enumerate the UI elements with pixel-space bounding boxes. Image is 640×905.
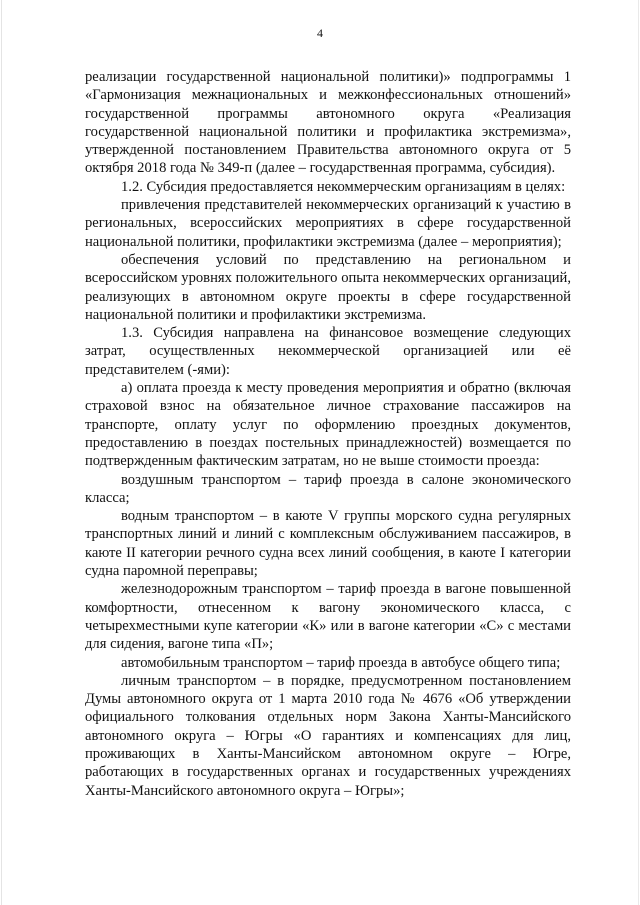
- document-body: [85, 68, 571, 800]
- scan-edge-right: [638, 0, 639, 905]
- paragraph: автомобильным транспортом – тариф проезда в автобусе общего типа;: [121, 654, 561, 671]
- paragraph: 1.3. Субсидия направлена на финансовое возмещение следующих затрат, осуществленных некоммерческой организацией или её представителем (-ями):: [85, 325, 571, 378]
- paragraph: реализации государственной национальной политики)» подпрограммы 1 «Гармонизация межнациональных и межконфессиональных отношений» государственной программы автономного округа «Реализация государственной национальной политики и профилактика экстремизма», утвержденной постановлением Правительства автономного округа от 5 октября 2018 года № 349-п (далее – государственная программа, субсидия).: [85, 69, 571, 177]
- paragraph: а) оплата проезда к месту проведения мероприятия и обратно (включая страховой взнос на обязательное личное страхование пассажиров на транспорте, оплату услуг по оформлению проездных документов, предоставлению в поездах постельных принадлежностей) возмещается по подтвержденным фактическим затратам, но не выше стоимости проезда:: [85, 380, 571, 470]
- page-number: 4: [317, 26, 323, 40]
- paragraph: железнодорожным транспортом – тариф проезда в вагоне повышенной комфортности, отнесенном к вагону экономического класса, с четырехместными купе категории «К» или в вагоне категории «С» с местами для сидения, вагоне типа «П»;: [85, 581, 571, 653]
- paragraph: личным транспортом – в порядке, предусмотренном постановлением Думы автономного округа от 1 марта 2010 года № 4676 «Об утверждении официального толкования отдельных норм Закона Ханты-Мансийского автономного округа – Югры «О гарантиях и компенсациях для лиц, проживающих в Ханты-Мансийском автономном округе – Югре, работающих в государственных органах и государственных учреждениях Ханты-Мансийского автономного округа – Югры»;: [85, 672, 571, 799]
- paragraph: воздушным транспортом – тариф проезда в салоне экономического класса;: [85, 471, 571, 506]
- paragraph: привлечения представителей некоммерческих организаций к участию в региональных, всероссийских мероприятиях в сфере государственной национальной политики, профилактики экстремизма (далее – мероприятия);: [85, 197, 571, 250]
- paragraph: обеспечения условий по представлению на региональном и всероссийском уровнях положительного опыта некоммерческих организаций, реализующих в автономном округе проекты в сфере государственной национальной политики и профилактики экстремизма.: [85, 251, 571, 323]
- paragraph: 1.2. Субсидия предоставляется некоммерческим организациям в целях:: [121, 178, 566, 195]
- scan-edge-left: [1, 0, 2, 905]
- paragraph: водным транспортом – в каюте V группы морского судна регулярных транспортных линий и линий с комплексным обслуживанием пассажиров, в каюте II категории речного судна всех линий сообщения, в каюте I категории судна паромной переправы;: [85, 508, 571, 580]
